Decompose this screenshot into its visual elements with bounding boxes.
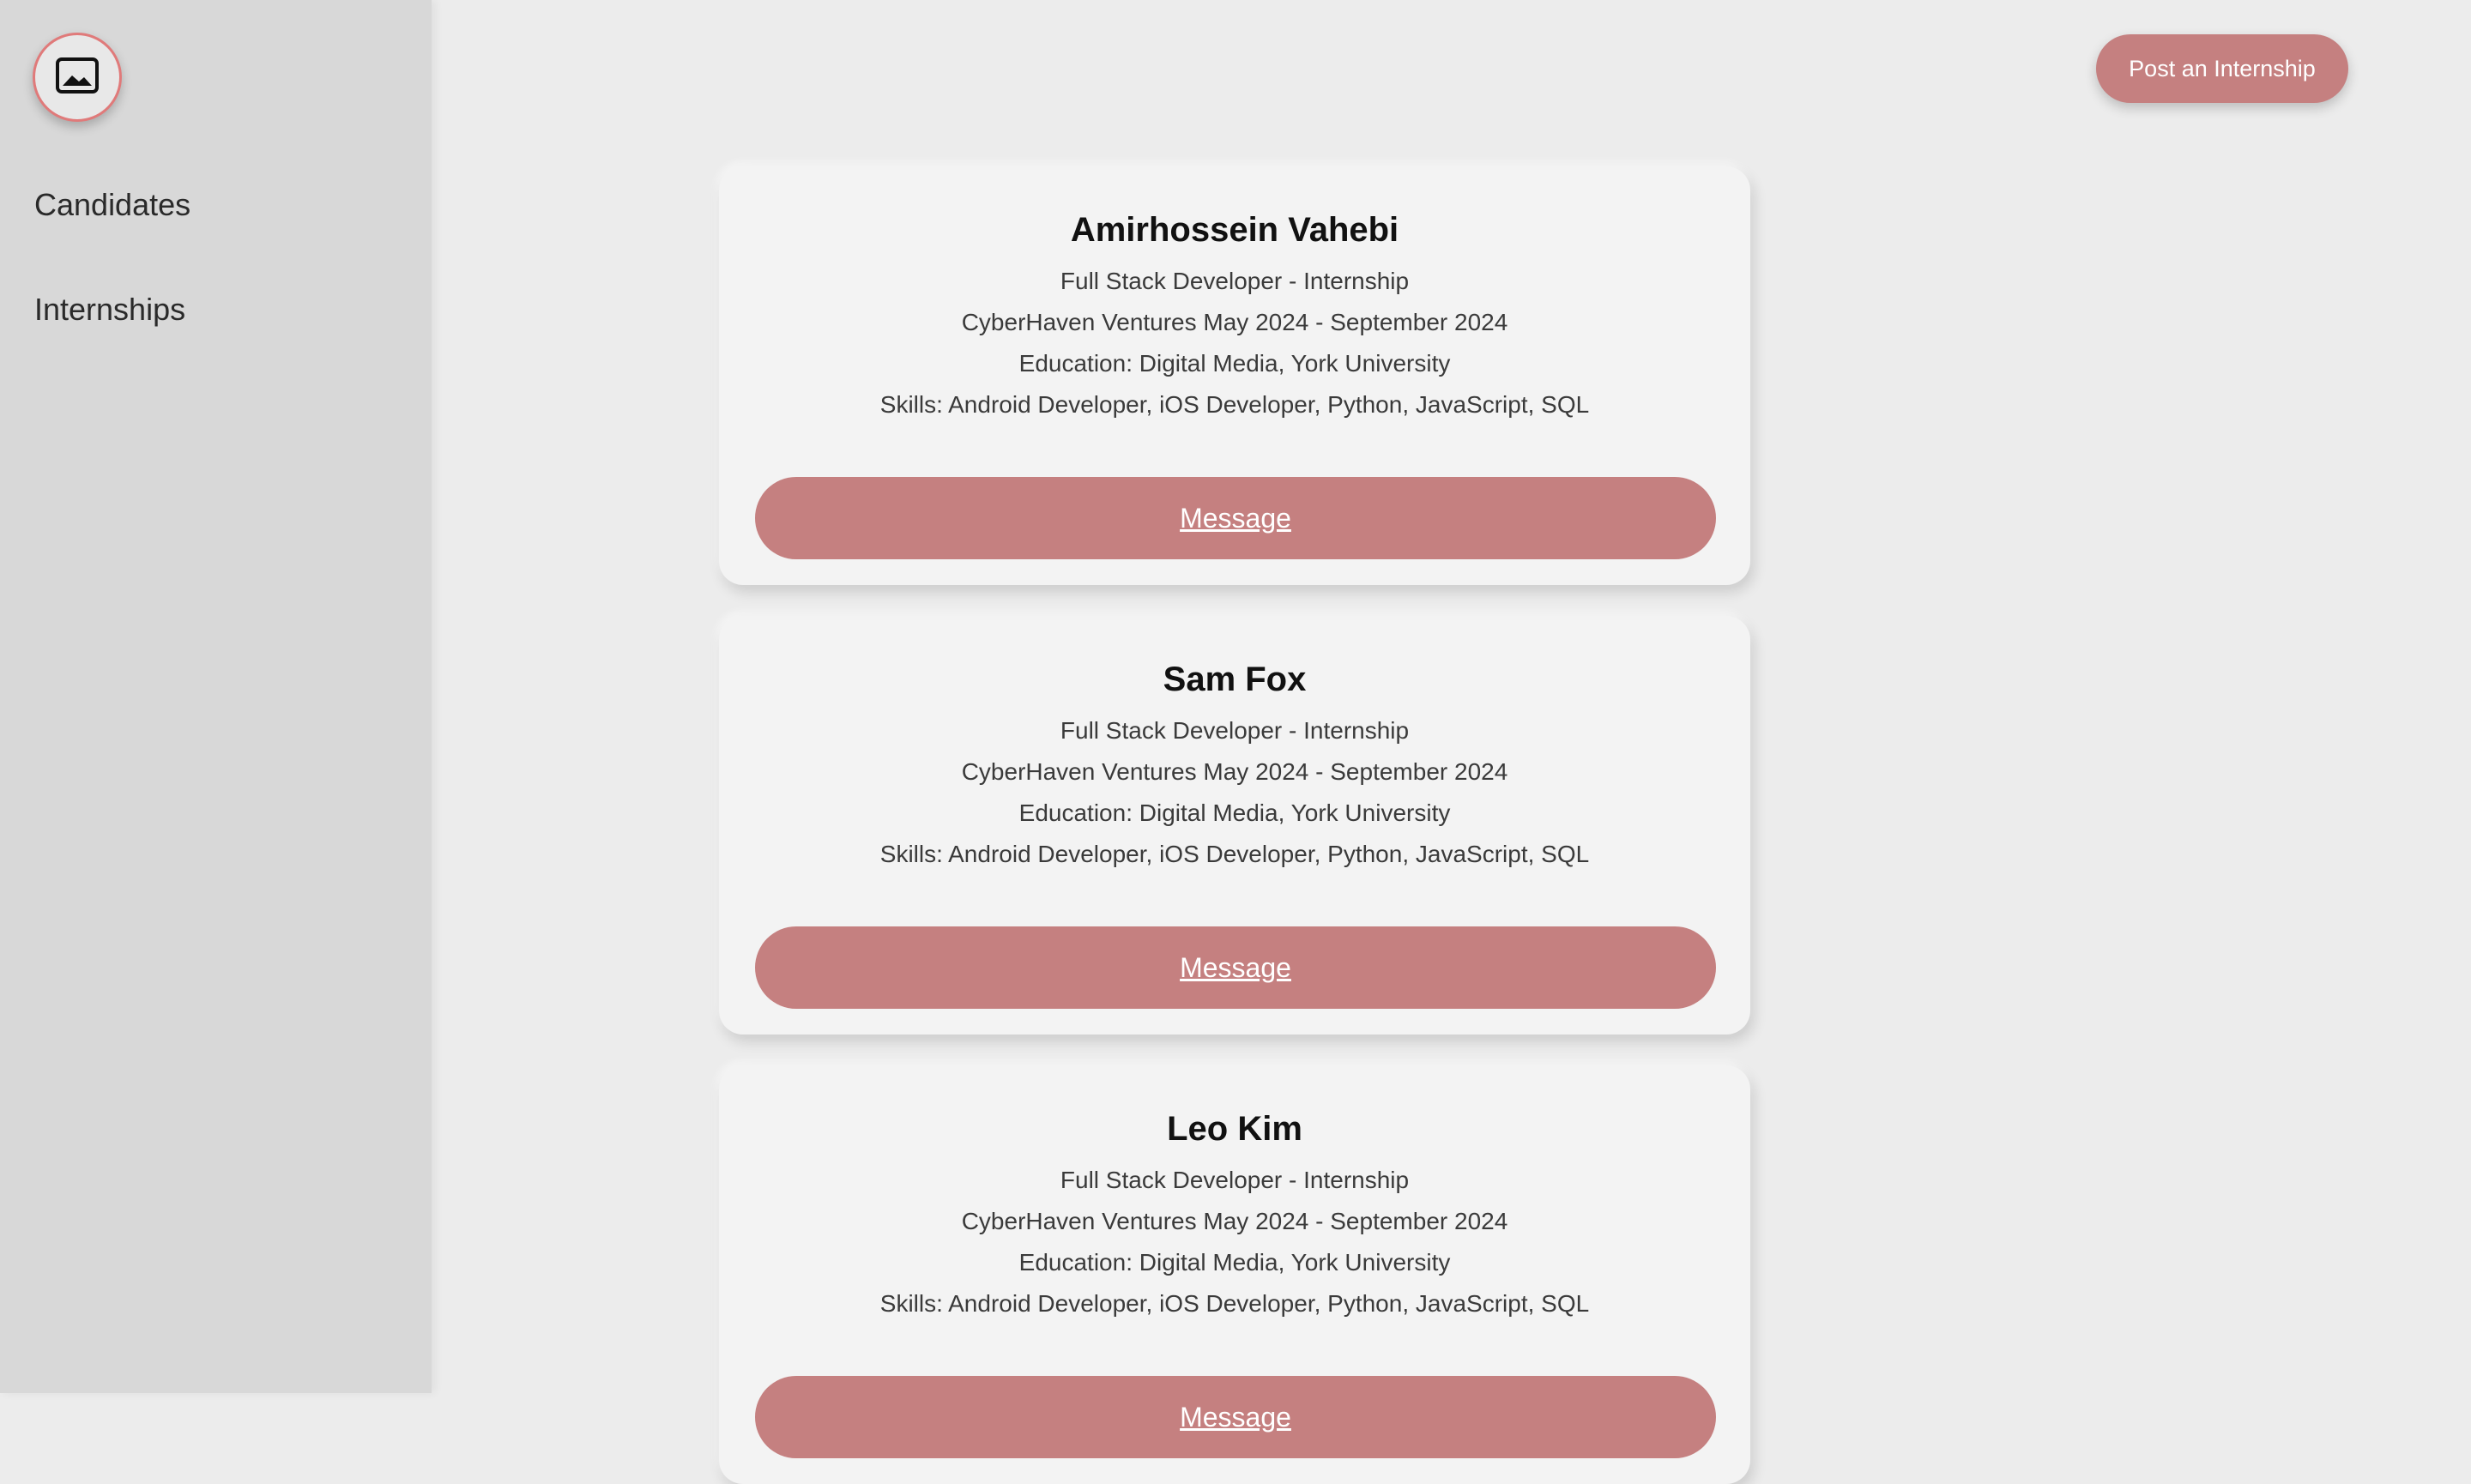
logo-button[interactable] — [33, 33, 122, 122]
candidate-card — [719, 616, 1750, 1035]
candidate-name: Sam Fox — [1163, 661, 1307, 698]
post-internship-button[interactable]: Post an Internship — [2096, 34, 2348, 103]
sidebar-item-internships[interactable]: Internships — [34, 292, 186, 327]
candidate-name: Leo Kim — [1167, 1110, 1302, 1148]
message-button[interactable]: Message — [755, 477, 1716, 559]
candidate-education: Education: Digital Media, York University — [1018, 799, 1451, 826]
candidate-role: Full Stack Developer - Internship — [1060, 717, 1410, 744]
candidate-role: Full Stack Developer - Internship — [1060, 268, 1410, 294]
candidate-experience: CyberHaven Ventures May 2024 - September 2024 — [961, 758, 1508, 785]
candidate-skills: Skills: Android Developer, iOS Developer, Python, JavaScript, SQL — [879, 841, 1590, 867]
candidate-education: Education: Digital Media, York University — [1018, 350, 1451, 377]
candidate-experience: CyberHaven Ventures May 2024 - September 2024 — [961, 1208, 1508, 1234]
candidate-role: Full Stack Developer - Internship — [1060, 1167, 1410, 1193]
candidate-skills: Skills: Android Developer, iOS Developer, Python, JavaScript, SQL — [879, 391, 1590, 418]
message-button[interactable]: Message — [755, 1376, 1716, 1458]
image-icon — [55, 57, 100, 99]
candidate-card — [719, 166, 1750, 585]
message-button[interactable]: Message — [755, 926, 1716, 1009]
candidate-name: Amirhossein Vahebi — [1070, 211, 1399, 249]
sidebar-item-candidates[interactable]: Candidates — [34, 187, 191, 222]
candidate-skills: Skills: Android Developer, iOS Developer, Python, JavaScript, SQL — [879, 1290, 1590, 1317]
candidate-education: Education: Digital Media, York University — [1018, 1249, 1451, 1276]
candidate-experience: CyberHaven Ventures May 2024 - September 2024 — [961, 309, 1508, 335]
candidate-card — [719, 1065, 1750, 1484]
sidebar — [0, 0, 432, 1393]
